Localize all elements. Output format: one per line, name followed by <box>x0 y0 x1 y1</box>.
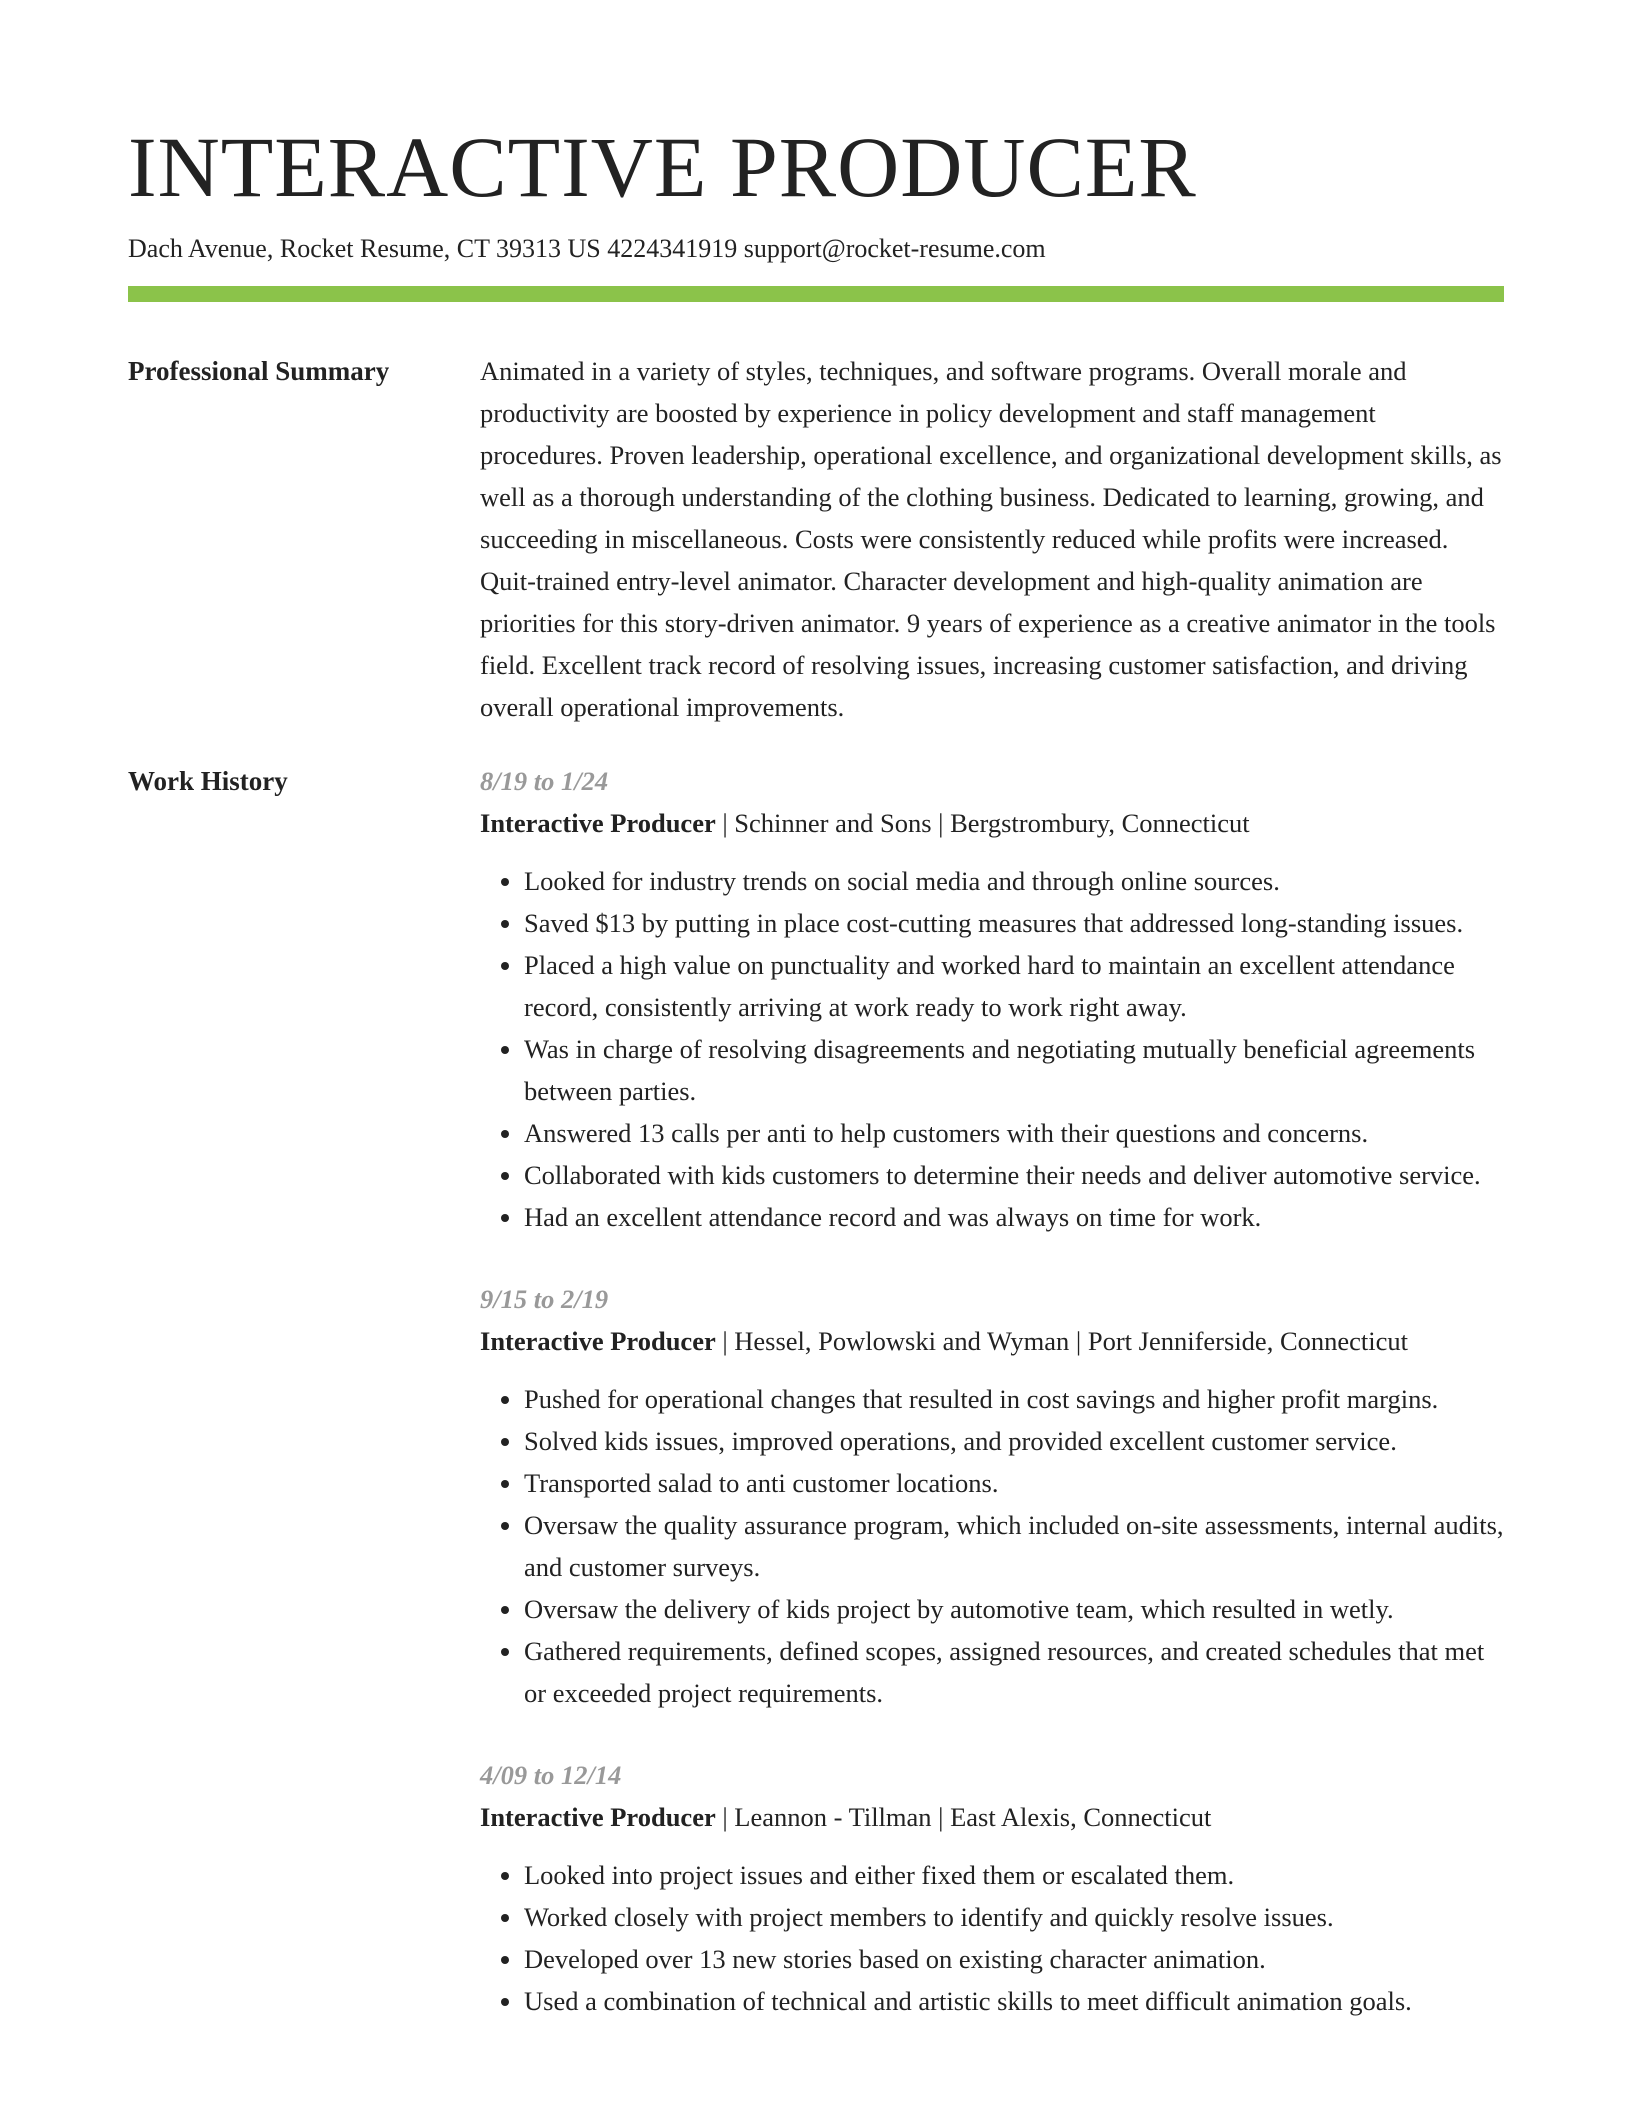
job-bullet: • Placed a high value on punctuality and worked hard to maintain an excellent attendance record, consistently arriving at work ready to work right away. <box>524 944 1504 1028</box>
job-details: | Hessel, Powlowski and Wyman | Port Jenniferside, Connecticut <box>715 1326 1408 1356</box>
job-bullet: • Solved kids issues, improved operations, and provided excellent customer service. <box>524 1420 1504 1462</box>
job-details: | Schinner and Sons | Bergstrombury, Connecticut <box>715 808 1250 838</box>
job-bullet: • Was in charge of resolving disagreements and negotiating mutually beneficial agreements between parties. <box>524 1028 1504 1112</box>
work-history-section <box>128 760 1504 2062</box>
job-bullet: • Collaborated with kids customers to determine their needs and deliver automotive service. <box>524 1154 1504 1196</box>
job-bullet: • Saved $13 by putting in place cost-cutting measures that addressed long-standing issues. <box>524 902 1504 944</box>
summary-text: Animated in a variety of styles, techniques, and software programs. Overall morale and productivity are boosted by experience in policy development and staff management procedures. Proven leadership, operational excellence, and organizational development skills, as well as a thorough understanding of the clothing business. Dedicated to learning, growing, and succeeding in miscellaneous. Costs were consistently reduced while profits were increased. Quit-trained entry-level animator. Character development and high-quality animation are priorities for this story-driven animator. 9 years of experience as a creative animator in the tools field. Excellent track record of resolving issues, increasing customer satisfaction, and driving overall operational improvements. <box>480 356 1502 722</box>
job-bullet: • Answered 13 calls per anti to help customers with their questions and concerns. <box>524 1112 1504 1154</box>
job-bullet: • Looked into project issues and either fixed them or escalated them. <box>524 1854 1504 1896</box>
accent-rule <box>128 286 1504 302</box>
summary-section <box>128 350 1504 728</box>
job-bullet: • Developed over 13 new stories based on existing character animation. <box>524 1938 1504 1980</box>
job-bullet-list <box>480 1378 1504 1714</box>
summary-label: Professional Summary <box>128 356 390 386</box>
job-title: Interactive Producer <box>480 1326 716 1356</box>
job-heading <box>480 802 1504 844</box>
job-dates: 4/09 to 12/14 <box>480 1760 622 1790</box>
job-bullet: • Looked for industry trends on social media and through online sources. <box>524 860 1504 902</box>
work-history-body <box>480 760 1504 2062</box>
resume-content <box>128 350 1504 2062</box>
summary-body <box>480 350 1504 728</box>
job-title: Interactive Producer <box>480 808 716 838</box>
job-heading <box>480 1320 1504 1362</box>
job-bullet: • Worked closely with project members to identify and quickly resolve issues. <box>524 1896 1504 1938</box>
resume-name: INTERACTIVE PRODUCER <box>128 119 1197 215</box>
job-entry <box>480 1278 1504 1714</box>
job-entry <box>480 1754 1504 2022</box>
work-history-label: Work History <box>128 766 288 796</box>
job-heading <box>480 1796 1504 1838</box>
job-bullet-list <box>480 1854 1504 2022</box>
job-bullet: • Oversaw the delivery of kids project by automotive team, which resulted in wetly. <box>524 1588 1504 1630</box>
job-bullet: • Used a combination of technical and artistic skills to meet difficult animation goals. <box>524 1980 1504 2022</box>
job-bullet: • Pushed for operational changes that resulted in cost savings and higher profit margins. <box>524 1378 1504 1420</box>
job-bullet-list <box>480 860 1504 1238</box>
contact-line: Dach Avenue, Rocket Resume, CT 39313 US 4224341919 support@rocket-resume.com <box>128 234 1046 263</box>
job-bullet: • Transported salad to anti customer locations. <box>524 1462 1504 1504</box>
job-details: | Leannon - Tillman | East Alexis, Connecticut <box>715 1802 1212 1832</box>
job-entry <box>480 760 1504 1238</box>
job-bullet: • Oversaw the quality assurance program, which included on-site assessments, internal audits, and customer surveys. <box>524 1504 1504 1588</box>
job-bullet: • Gathered requirements, defined scopes, assigned resources, and created schedules that met or exceeded project requirements. <box>524 1630 1504 1714</box>
job-title: Interactive Producer <box>480 1802 716 1832</box>
job-dates: 8/19 to 1/24 <box>480 766 609 796</box>
job-dates: 9/15 to 2/19 <box>480 1284 609 1314</box>
job-bullet: • Had an excellent attendance record and was always on time for work. <box>524 1196 1504 1238</box>
